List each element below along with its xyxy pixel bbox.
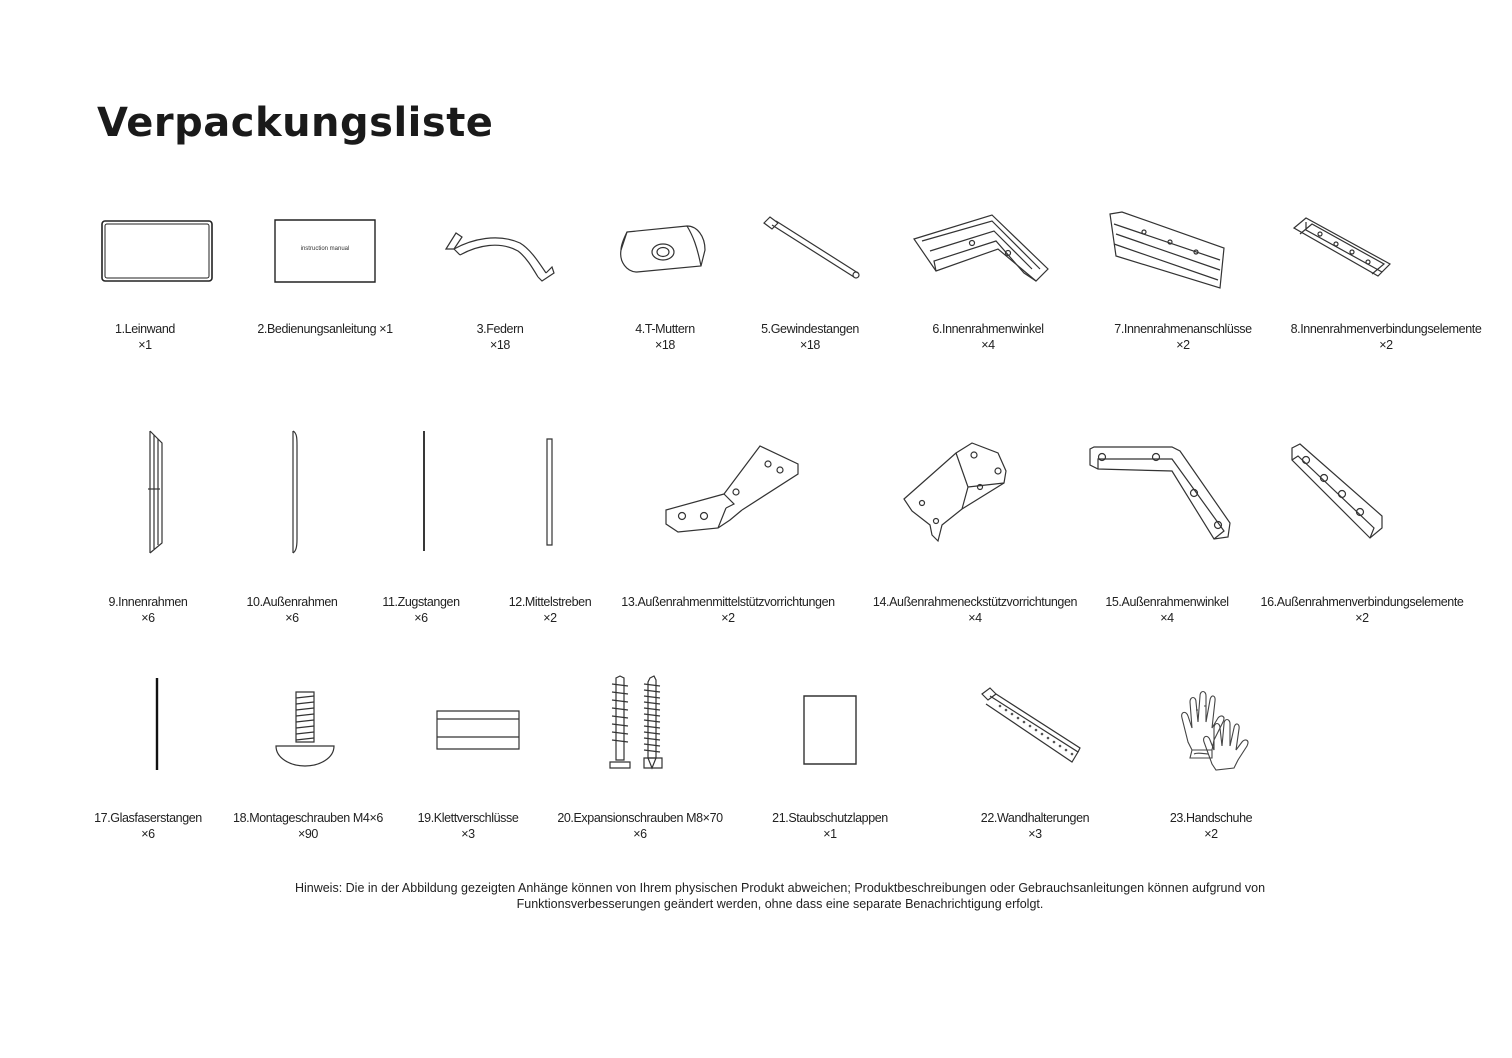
item-quantity: ×18 [654, 338, 675, 352]
expansion-screw-icon [606, 674, 668, 772]
item-name: 16.Außenrahmenverbindungselemente [1260, 595, 1464, 609]
item-name: 9.Innenrahmen [108, 595, 188, 609]
outer-frame-joiner-plate-icon [1290, 442, 1386, 542]
item-name: 2.Bedienungsanleitung ×1 [257, 322, 393, 336]
item-name: 4.T-Muttern [635, 322, 695, 336]
item-quantity: ×6 [414, 611, 428, 625]
outer-frame-angle-icon [1088, 445, 1234, 541]
fiberglass-rod-icon [153, 676, 161, 772]
mounting-screw-icon [274, 690, 336, 768]
item-quantity: ×2 [1176, 338, 1190, 352]
item-name: 23.Handschuhe [1169, 811, 1253, 825]
item-quantity: ×2 [543, 611, 557, 625]
item-quantity: ×1 [823, 827, 837, 841]
disclaimer-line-1: Hinweis: Die in der Abbildung gezeigten Anhänge können von Ihrem physischen Produkt abweichen; Produktbeschreibungen oder Gebrauchsanleitungen können aufgrund von [294, 881, 1266, 895]
item-quantity: ×6 [141, 611, 155, 625]
spring-clip-icon [442, 225, 556, 283]
item-name: 10.Außenrahmen [246, 595, 338, 609]
outer-frame-bar-icon [290, 429, 300, 555]
item-quantity: ×6 [633, 827, 647, 841]
threaded-rod-icon [760, 215, 862, 285]
instruction-manual-icon [274, 219, 376, 283]
item-name: 12.Mittelstreben [508, 595, 592, 609]
tension-rod-icon [420, 429, 428, 553]
item-name: 5.Gewindestangen [761, 322, 859, 336]
item-quantity: ×2 [1379, 338, 1393, 352]
item-quantity: ×3 [1028, 827, 1042, 841]
item-name: 7.Innenrahmenanschlüsse [1114, 322, 1252, 336]
item-quantity: ×3 [461, 827, 475, 841]
inner-frame-connector-icon [1108, 210, 1226, 290]
item-name: 14.Außenrahmeneckstützvorrichtungen [872, 595, 1078, 609]
item-name: 11.Zugstangen [382, 595, 460, 609]
item-name: 6.Innenrahmenwinkel [932, 322, 1044, 336]
inner-frame-bar-icon [146, 429, 166, 555]
item-quantity: ×90 [297, 827, 318, 841]
item-name: 8.Innenrahmenverbindungselemente [1290, 322, 1482, 336]
item-quantity: ×2 [1355, 611, 1369, 625]
center-brace-icon [545, 437, 555, 547]
page-title: Verpackungsliste [97, 100, 494, 146]
item-name: 1.Leinwand [115, 322, 175, 336]
item-quantity: ×6 [285, 611, 299, 625]
manual-cover-text: instruction manual [300, 246, 350, 252]
wall-bracket-icon [978, 686, 1082, 766]
item-name: 21.Staubschutzlappen [772, 811, 888, 825]
outer-frame-corner-support-icon [902, 441, 1010, 545]
disclaimer-line-2: Funktionsverbesserungen geändert werden, ohne dass eine separate Benachrichtigung erfolgt. [516, 897, 1044, 911]
gloves-icon [1174, 688, 1258, 772]
inner-frame-corner-icon [912, 213, 1050, 285]
item-quantity: ×1 [138, 338, 152, 352]
item-quantity: ×4 [968, 611, 982, 625]
t-nut-icon [617, 222, 709, 274]
item-name: 15.Außenrahmenwinkel [1105, 595, 1229, 609]
inner-frame-joiner-icon [1292, 216, 1392, 278]
item-name: 13.Außenrahmenmittelstützvorrichtungen [621, 595, 835, 609]
velcro-strap-icon [435, 709, 521, 751]
item-name: 17.Glasfaserstangen [94, 811, 202, 825]
item-quantity: ×18 [799, 338, 820, 352]
item-quantity: ×4 [1160, 611, 1174, 625]
item-quantity: ×6 [141, 827, 155, 841]
item-name: 19.Klettverschlüsse [417, 811, 519, 825]
disclaimer-note [180, 880, 1380, 912]
item-name: 3.Federn [476, 322, 524, 336]
item-quantity: ×2 [721, 611, 735, 625]
item-quantity: ×4 [981, 338, 995, 352]
item-quantity: ×2 [1204, 827, 1218, 841]
outer-frame-center-support-icon [664, 444, 802, 536]
item-name: 18.Montageschrauben M4×6 [233, 811, 383, 825]
screen-canvas-icon [101, 220, 213, 282]
item-name: 22.Wandhalterungen [980, 811, 1090, 825]
item-quantity: ×18 [489, 338, 510, 352]
dust-cloth-icon [802, 694, 858, 766]
item-name: 20.Expansionschrauben M8×70 [557, 811, 723, 825]
